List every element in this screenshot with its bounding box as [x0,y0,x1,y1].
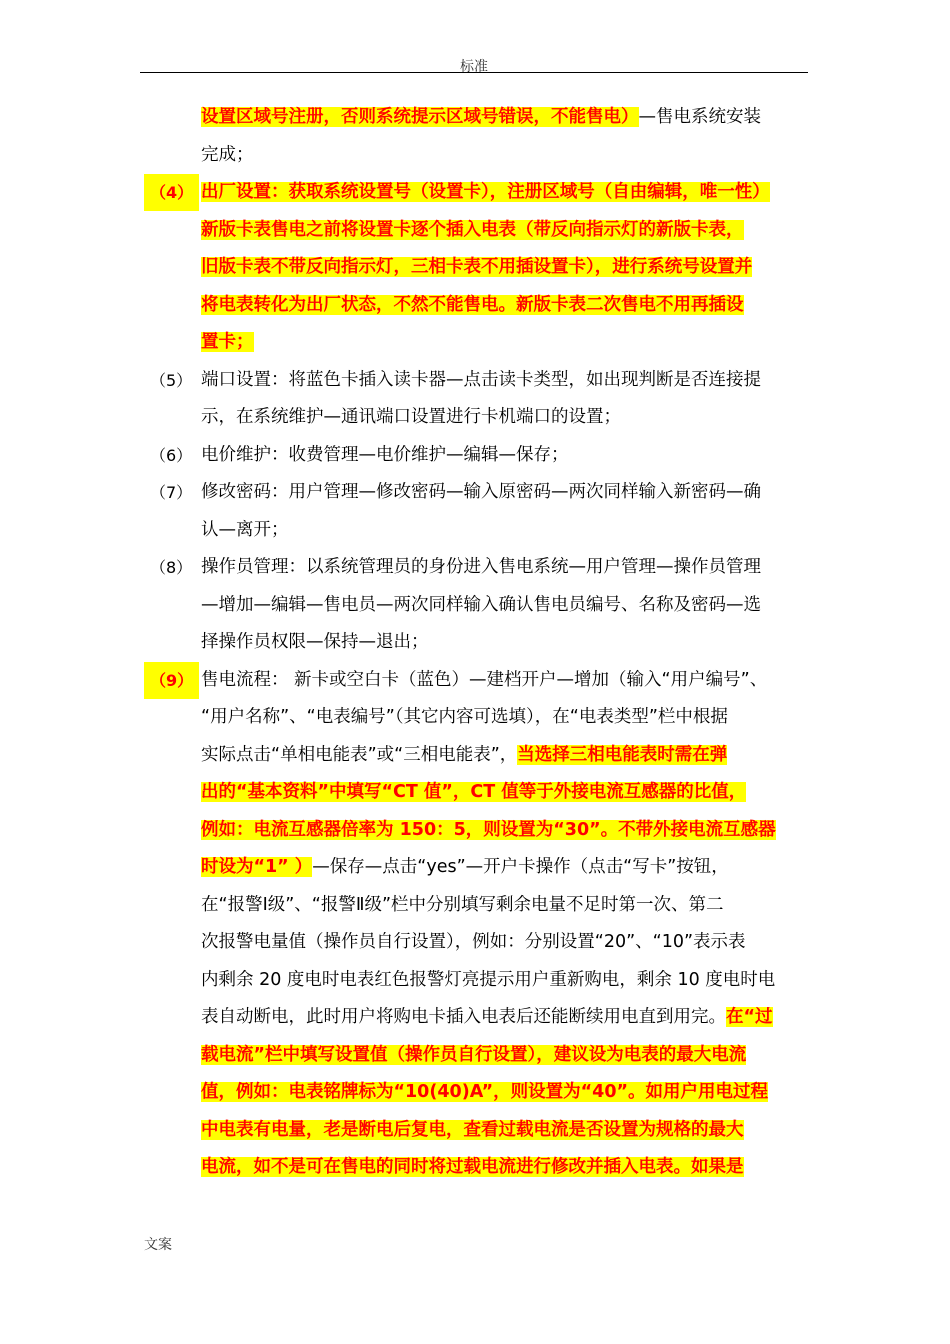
body-text: 操作员管理：以系统管理员的身份进入售电系统—用户管理—操作员管理 [201,557,761,577]
body-text: 电价维护：收费管理—电价维护—编辑—保存； [201,444,569,465]
text-line [201,699,728,736]
text-line [201,1037,746,1074]
text-line [201,1149,744,1186]
page-header: 标准 [460,59,488,75]
highlighted-text: 时设为“1” ） [201,857,313,877]
text-line [201,474,761,511]
text-line [201,549,761,586]
body-text: “用户名称”、“电表编号”（其它内容可选填），在“电表类型”栏中根据 [201,707,728,727]
text-line [201,212,744,249]
text-line [201,512,289,549]
body-text: 端口设置：将蓝色卡插入读卡器—点击读卡类型，如出现判断是否连接提 [201,369,761,390]
highlighted-text: 置卡； [201,332,254,352]
text-line [201,99,761,136]
header-divider [140,72,808,73]
body-text: 次报警电量值（操作员自行设置），例如：分别设置“20”、“10”表示表 [201,932,746,952]
text-line [201,624,429,661]
highlighted-text: 中电表有电量，老是断电后复电，查看过载电流是否设置为规格的最大 [201,1119,744,1140]
list-item-number: （5） [150,370,193,390]
list-item-number: （7） [150,483,193,502]
list-item-number: （8） [150,558,193,577]
page-footer: 文案 [144,1237,172,1253]
text-line [201,362,761,399]
body-text: 表自动断电，此时用户将购电卡插入电表后还能断续用电直到用完。 [201,1007,726,1027]
text-line [201,812,776,849]
body-text: 售电流程： 新卡或空白卡（蓝色）—建档开户—增加（输入“用户编号”、 [201,669,768,690]
highlighted-text: 旧版卡表不带反向指示灯，三相卡表不用插设置卡），进行系统号设置并 [201,257,753,277]
text-line [201,737,727,774]
list-item-number: （9） [144,662,199,699]
body-text: 认—离开； [201,519,289,540]
text-line [201,249,752,286]
highlighted-text: 在“过 [726,1007,773,1027]
highlighted-text: 当选择三相电能表时需在弹 [517,744,728,765]
body-text: —保存—点击“yes”—开户卡操作（点击“写卡”按钮， [312,857,729,877]
highlighted-text: 电流，如不是可在售电的同时将过载电流进行修改并插入电表。如果是 [201,1157,744,1177]
text-line [201,1112,744,1149]
body-text: 内剩余 20 度电时电表红色报警灯亮提示用户重新购电，剩余 10 度电时电 [201,969,776,990]
text-line [201,399,621,436]
list-item-number: （4） [144,174,199,211]
text-line [201,174,770,211]
body-text: 修改密码：用户管理—修改密码—输入原密码—两次同样输入新密码—确 [201,482,761,502]
body-text: 完成； [201,144,254,165]
body-text: 示，在系统维护—通讯端口设置进行卡机端口的设置； [201,407,621,427]
text-line [201,849,729,886]
text-line [201,924,746,961]
highlighted-text: 载电流”栏中填写设置值（操作员自行设置），建议设为电表的最大电流 [201,1044,747,1065]
text-line [201,437,569,474]
highlighted-text: 例如：电流互感器倍率为 150：5，则设置为“30”。不带外接电流互感器 [201,819,776,840]
text-line [201,137,254,174]
text-line [201,324,254,361]
body-text: —售电系统安装 [638,107,761,127]
text-line [201,662,767,699]
text-line [201,999,773,1036]
text-line [201,962,775,999]
text-line [201,587,761,624]
text-line [201,1074,768,1111]
list-item-number: （6） [150,445,193,465]
highlighted-text: 出的“基本资料”中填写“CT 值”，CT 值等于外接电流互感器的比值， [201,782,747,802]
highlighted-text: 值，例如：电表铭牌标为“10(40)A”，则设置为“40”。如用户用电过程 [201,1082,768,1102]
highlighted-text: 出厂设置：获取系统设置号（设置卡），注册区域号（自由编辑，唯一性） [201,182,770,202]
body-text: 在“报警Ⅰ级”、“报警Ⅱ级”栏中分别填写剩余电量不足时第一次、第二 [201,894,724,915]
highlighted-text: 新版卡表售电之前将设置卡逐个插入电表（带反向指示灯的新版卡表， [201,219,744,240]
text-line [201,287,744,324]
body-text: 择操作员权限—保持—退出； [201,632,429,652]
text-line [201,774,746,811]
body-text: —增加—编辑—售电员—两次同样输入确认售电员编号、名称及密码—选 [201,594,761,615]
body-text: 实际点击“单相电能表”或“三相电能表”， [201,744,518,765]
text-line [201,887,724,924]
highlighted-text: 将电表转化为出厂状态，不然不能售电。新版卡表二次售电不用再插设 [201,294,744,315]
highlighted-text: 设置区域号注册，否则系统提示区域号错误，不能售电） [201,107,639,127]
